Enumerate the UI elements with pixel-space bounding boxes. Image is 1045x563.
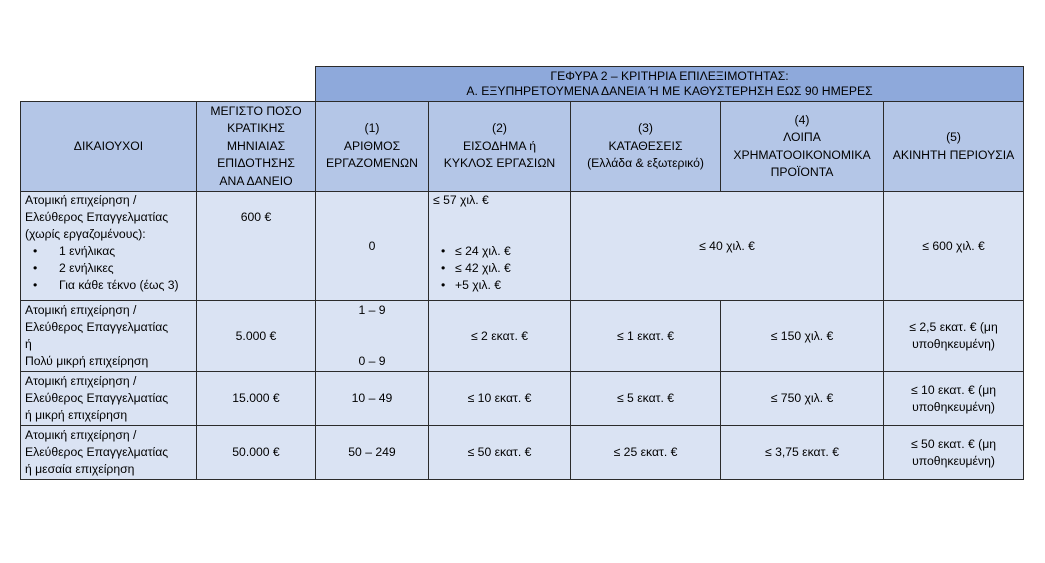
deposits-cell: ≤ 25 εκατ. €	[571, 426, 721, 480]
header-property: (5) ΑΚΙΝΗΤΗ ΠΕΡΙΟΥΣΙΑ	[884, 102, 1024, 192]
header-income: (2) ΕΙΣΟΔΗΜΑ ή ΚΥΚΛΟΣ ΕΡΓΑΣΙΩΝ	[429, 102, 571, 192]
header-max-subsidy: ΜΕΓΙΣΤΟ ΠΟΣΟ ΚΡΑΤΙΚΗΣ ΜΗΝΙΑΙΑΣ ΕΠΙΔΟΤΗΣΗΣ ΑΝΑ ΔΑΝΕΙΟ	[197, 102, 316, 192]
property-cell: ≤ 2,5 εκατ. € (μη υποθηκευμένη)	[884, 301, 1024, 372]
title-line-1: ΓΕΦΥΡΑ 2 – ΚΡΙΤΗΡΙΑ ΕΠΙΛΕΞΙΜΟΤΗΤΑΣ:	[550, 69, 789, 83]
title-line-2: Α. ΕΞΥΠΗΡΕΤΟΥΜΕΝΑ ΔΑΝΕΙΑ Ή ΜΕ ΚΑΘΥΣΤΕΡΗΣΗ ΕΩΣ 90 ΗΜΕΡΕΣ	[466, 84, 873, 98]
header-employees: (1) ΑΡΙΘΜΟΣ ΕΡΓΑΖΟΜΕΝΩΝ	[316, 102, 429, 192]
table-title	[316, 67, 1024, 102]
employees-cell: 10 – 49	[316, 372, 429, 426]
list-item: • Για κάθε τέκνο (έως 3)	[25, 277, 192, 294]
deposits-cell: ≤ 5 εκατ. €	[571, 372, 721, 426]
income-cell: ≤ 2 εκατ. €	[429, 301, 571, 372]
table-row	[21, 426, 1024, 480]
list-item: • +5 χιλ. €	[433, 277, 566, 294]
income-cell: ≤ 57 χιλ. € • ≤ 24 χιλ. € • ≤ 42 χιλ. € • +5 χιλ. €	[429, 192, 571, 301]
subsidy-cell: 50.000 €	[197, 426, 316, 480]
table-row	[21, 192, 1024, 301]
property-cell: ≤ 600 χιλ. €	[884, 192, 1024, 301]
list-item: • 2 ενήλικες	[25, 260, 192, 277]
income-list	[433, 243, 566, 294]
employees-cell: 0	[316, 192, 429, 301]
list-item: • ≤ 42 χιλ. €	[433, 260, 566, 277]
income-cell: ≤ 50 εκατ. €	[429, 426, 571, 480]
income-cell: ≤ 10 εκατ. €	[429, 372, 571, 426]
subsidy-cell: 5.000 €	[197, 301, 316, 372]
household-list	[25, 243, 192, 294]
employees-cell: 1 – 9 0 – 9	[316, 301, 429, 372]
deposits-other-cell: ≤ 40 χιλ. €	[571, 192, 884, 301]
property-cell: ≤ 50 εκατ. € (μη υποθηκευμένη)	[884, 426, 1024, 480]
employees-cell: 50 – 249	[316, 426, 429, 480]
other-financial-cell: ≤ 750 χιλ. €	[721, 372, 884, 426]
deposits-cell: ≤ 1 εκατ. €	[571, 301, 721, 372]
subsidy-cell: 600 €	[197, 192, 316, 301]
eligibility-criteria-table	[20, 66, 1024, 480]
beneficiary-cell: Ατομική επιχείρηση / Ελεύθερος Επαγγελματίας ή Πολύ μικρή επιχείρηση	[21, 301, 197, 372]
list-item: • 1 ενήλικας	[25, 243, 192, 260]
beneficiary-cell: Ατομική επιχείρηση / Ελεύθερος Επαγγελματίας ή μικρή επιχείρηση	[21, 372, 197, 426]
table-row	[21, 301, 1024, 372]
subsidy-cell: 15.000 €	[197, 372, 316, 426]
list-item: • ≤ 24 χιλ. €	[433, 243, 566, 260]
blank-corner	[21, 67, 316, 102]
beneficiary-cell: Ατομική επιχείρηση / Ελεύθερος Επαγγελματίας (χωρίς εργαζομένους): • 1 ενήλικας • 2 ενήλικες • Για κάθε τέκνο (έως 3)	[21, 192, 197, 301]
property-cell: ≤ 10 εκατ. € (μη υποθηκευμένη)	[884, 372, 1024, 426]
header-beneficiaries: ΔΙΚΑΙΟΥΧΟΙ	[21, 102, 197, 192]
table-row	[21, 372, 1024, 426]
beneficiary-cell: Ατομική επιχείρηση / Ελεύθερος Επαγγελματίας ή μεσαία επιχείρηση	[21, 426, 197, 480]
header-other-financial: (4) ΛΟΙΠΑ ΧΡΗΜΑΤΟΟΙΚΟΝΟΜΙΚΑ ΠΡΟΪΟΝΤΑ	[721, 102, 884, 192]
other-financial-cell: ≤ 150 χιλ. €	[721, 301, 884, 372]
other-financial-cell: ≤ 3,75 εκατ. €	[721, 426, 884, 480]
header-deposits: (3) ΚΑΤΑΘΕΣΕΙΣ (Ελλάδα & εξωτερικό)	[571, 102, 721, 192]
